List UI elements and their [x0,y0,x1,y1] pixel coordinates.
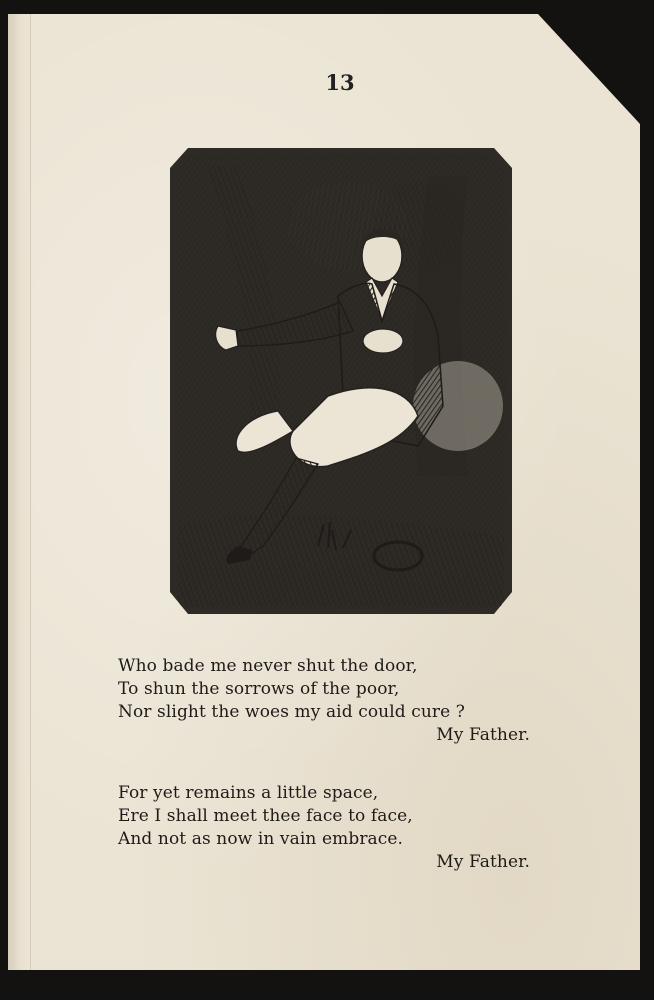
stanza-1 [118,655,538,747]
page-number: 13 [325,70,355,95]
stanza-2-line-1: For yet remains a little space, [118,783,379,803]
stanza-1-refrain: My Father. [436,725,530,745]
stanza-1-line-3: Nor slight the woes my aid could cure ? [118,702,466,722]
stanza-1-line-1: Who bade me never shut the door, [118,656,418,676]
stanza-2-line-3: And not as now in vain embrace. [118,829,404,849]
page-gutter [8,14,31,970]
stanza-2-line-2: Ere I shall meet thee face to face, [118,806,413,826]
woodcut-illustration [168,146,514,616]
stanza-2 [118,782,538,874]
stanza-2-refrain: My Father. [436,852,530,872]
stanza-1-line-2: To shun the sorrows of the poor, [118,679,400,699]
